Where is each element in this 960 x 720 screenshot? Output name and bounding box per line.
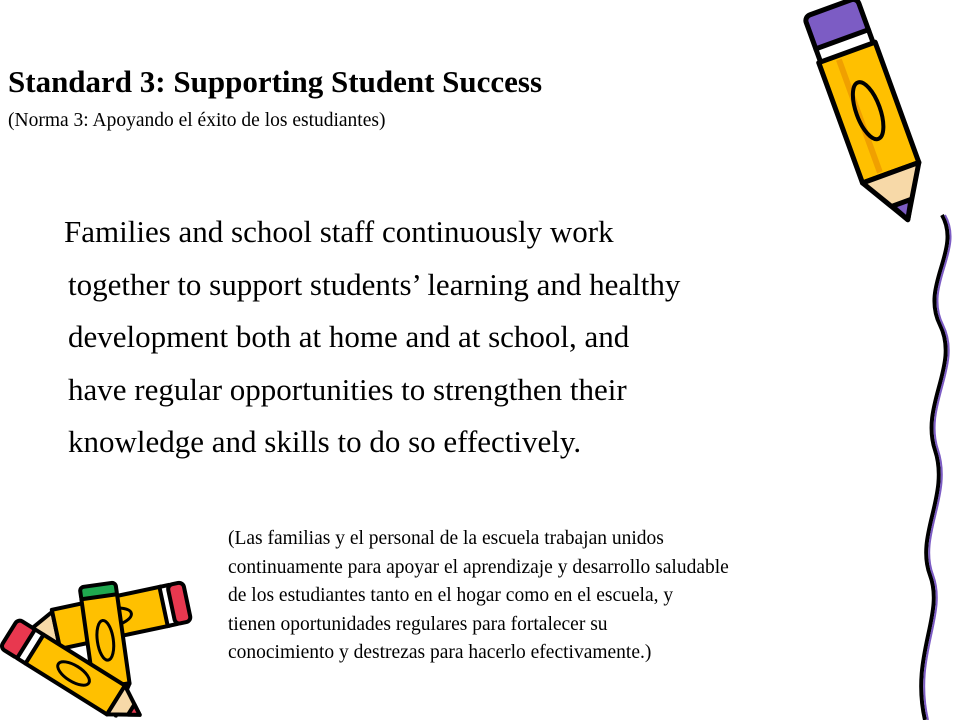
- body-english-line: development both at home and at school, and: [68, 319, 630, 354]
- pencil-icon: [800, 0, 960, 230]
- body-english: [34, 206, 934, 469]
- slide-title: Standard 3: Supporting Student Success: [8, 64, 543, 99]
- body-english-line: together to support students’ learning and healthy: [68, 266, 681, 302]
- body-english-line: have regular opportunities to strengthen their: [68, 371, 627, 407]
- body-spanish: [228, 525, 928, 668]
- slide-subtitle: (Norma 3: Apoyando el éxito de los estudiantes): [8, 110, 386, 131]
- body-spanish-line: continuamente para apoyar el aprendizaje y desarrollo saludable: [228, 556, 729, 578]
- body-english-line: knowledge and skills to do so effectively.: [68, 424, 582, 459]
- body-english-line: Families and school staff continuously work: [64, 214, 614, 249]
- body-spanish-line: de los estudiantes tanto en el hogar como en el escuela, y: [228, 585, 674, 606]
- body-spanish-line: conocimiento y destrezas para hacerlo efectivamente.): [228, 642, 652, 663]
- body-spanish-line: tienen oportunidades regulares para fortalecer su: [228, 613, 608, 635]
- crossed-pencils-icon: [0, 570, 200, 720]
- squiggle-line-icon: [890, 215, 960, 720]
- body-spanish-line: (Las familias y el personal de la escuela trabajan unidos: [228, 528, 664, 549]
